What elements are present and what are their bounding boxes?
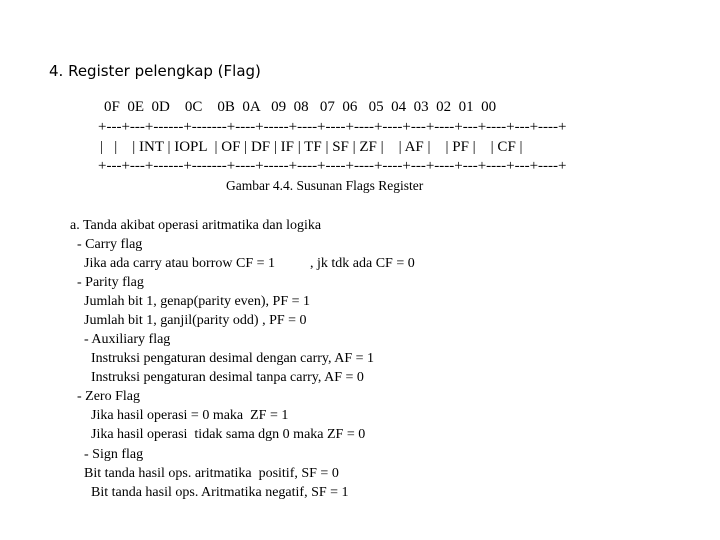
flag-names-row: | | | INT | IOPL | OF | DF | IF | TF | SF | ZF | | AF | | PF | | CF | [100, 139, 523, 155]
list-item: - Auxiliary flag [84, 332, 171, 347]
figure-caption: Gambar 4.4. Susunan Flags Register [226, 178, 424, 193]
list-item: - Carry flag [77, 237, 143, 252]
list-item: Jika hasil operasi = 0 maka ZF = 1 [91, 408, 289, 423]
diagram-border-top: +---+---+------+-------+----+-----+----+----+----+----+---+----+---+----+---+----+ [98, 119, 567, 135]
list-item: - Sign flag [84, 447, 144, 462]
list-item: Instruksi pengaturan desimal tanpa carry, AF = 0 [91, 370, 364, 385]
list-item: - Zero Flag [77, 389, 140, 404]
list-item: Jika hasil operasi tidak sama dgn 0 maka ZF = 0 [91, 427, 366, 442]
list-item: Instruksi pengaturan desimal dengan carry, AF = 1 [91, 351, 375, 366]
bit-number-row: 0F 0E 0D 0C 0B 0A 09 08 07 06 05 04 03 02 01 00 [104, 99, 497, 115]
list-item: Jumlah bit 1, ganjil(parity odd) , PF = 0 [84, 313, 307, 328]
diagram-border-bottom: +---+---+------+-------+----+-----+----+----+----+----+---+----+---+----+---+----+ [98, 158, 567, 174]
list-item: - Parity flag [77, 275, 144, 290]
list-item: a. Tanda akibat operasi aritmatika dan logika [70, 218, 322, 233]
list-item: Bit tanda hasil ops. Aritmatika negatif, SF = 1 [91, 485, 349, 500]
list-item: Bit tanda hasil ops. aritmatika positif, SF = 0 [84, 466, 339, 481]
section-heading: 4. Register pelengkap (Flag) [49, 62, 261, 80]
list-item: Jumlah bit 1, genap(parity even), PF = 1 [84, 294, 311, 309]
list-item: Jika ada carry atau borrow CF = 1 , jk tdk ada CF = 0 [84, 256, 415, 271]
